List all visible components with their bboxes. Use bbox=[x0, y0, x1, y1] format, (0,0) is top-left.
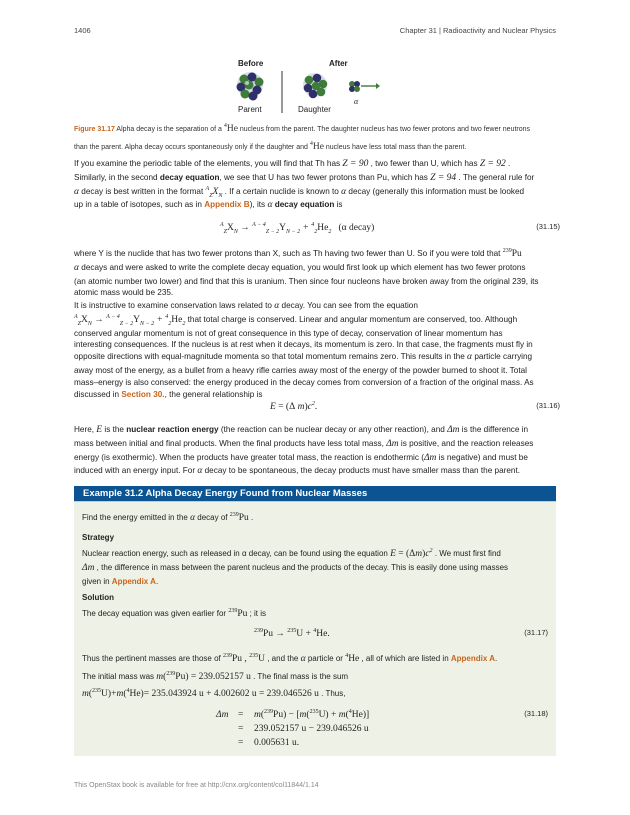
equation-number: (31.15) bbox=[536, 222, 560, 231]
chapter-title: Chapter 31 | Radioactivity and Nuclear Physics bbox=[399, 26, 556, 35]
strategy-text: Nuclear reaction energy, such as released in α decay, can be found using the equation $E = (\Delta m)c^2$ . We must first find Δm , the difference in mass between the parent nucleus and the products of the decay. This is easily done using masses given in Appendix A. bbox=[82, 547, 509, 586]
paragraph-reaction-energy: Here, E is the nuclear reaction energy (the reaction can be nuclear decay or any other reaction), and Δm is the difference in mass between initial and final products. When the final products have less total mass, Δm is positive, and the reaction releases energy (is exothermic). When the products have greater total mass, the reaction is endothermic (Δm is negative) and must be induced with an energy input. For α decay to be spontaneous, the decay products must have smaller mass than the parent. bbox=[74, 425, 534, 477]
alpha-decay-figure bbox=[230, 58, 380, 118]
equation-number: (31.18) bbox=[524, 709, 548, 718]
pertinent-masses-text: Thus the pertinent masses are those of $^{239}$Pu , $^{235}$U , and the α particle or $^4$He , all of which are listed in Appendix A. bbox=[82, 652, 498, 664]
parent-label: Parent bbox=[238, 105, 262, 114]
appendix-a-link-2[interactable]: Appendix A bbox=[450, 654, 496, 663]
final-mass-text: m($^{235}$U)+m($^4$He)= 235.043924 u + 4.002602 u = 239.046526 u . Thus, bbox=[82, 687, 346, 699]
equation-number: (31.16) bbox=[536, 401, 560, 410]
page-number: 1406 bbox=[74, 26, 91, 35]
solution-heading: Solution bbox=[82, 593, 114, 602]
equation-31-16: E = (Δ $m)c^2$. (31.16) bbox=[270, 400, 560, 412]
strategy-heading: Strategy bbox=[82, 533, 115, 542]
solution-text: The decay equation was given earlier for $^{239}$Pu ; it is bbox=[82, 607, 267, 619]
paragraph-conservation: It is instructive to examine conservation laws related to α decay. You can see from the equation $^A_ZX_N \to ^{A - 4}_{Z - 2}Y_{N - 2} + ^4_2He_2$ that total charge is conserved. Linear and angular momentum are conserved, too. Although conserved angular momentum is not of great consequence in this type of decay, conservation of linear momentum has interesting consequences. If the nucleus is at rest when it decays, its momentum is zero. In that case, the fragments must fly in opposite directions with equal-magnitude momenta so that total momentum remains zero. This results in the α particle carrying away most of the energy, as a bullet from a heavy rifle carries away most of the energy of the powder burned to shoot it. Total mass–energy is also conserved: the energy produced in the decay comes from conversion of a fraction of the original mass. As discussed in Section 30., the general relationship is bbox=[74, 301, 534, 399]
figure-caption: Figure 31.17 Alpha decay is the separation of a $^4$He nucleus from the parent. The daughter nucleus has two fewer protons and two fewer neutrons than the parent. Alpha decay occurs spontaneously only if the daughter and $^4$He nucleus have less total mass than the parent. bbox=[74, 122, 531, 153]
daughter-label: Daughter bbox=[298, 105, 331, 114]
page-footer: This OpenStax book is available for free at http://cnx.org/content/col11844/1.14 bbox=[74, 782, 319, 789]
equation-number: (31.17) bbox=[524, 628, 548, 637]
example-title-bar: Example 31.2 Alpha Decay Energy Found from Nuclear Masses bbox=[74, 486, 556, 501]
alpha-label: α bbox=[354, 97, 359, 106]
example-intro: Find the energy emitted in the α decay of $^{239}$Pu . bbox=[82, 511, 254, 523]
daughter-nucleus bbox=[303, 73, 327, 98]
initial-mass-text: The initial mass was m($^{239}$Pu) = 239.052157 u . The final mass is the sum bbox=[82, 670, 349, 682]
before-label: Before bbox=[238, 59, 264, 68]
appendix-a-link[interactable]: Appendix A bbox=[111, 576, 156, 586]
equation-31-17: $^{239}$Pu → $^{235}$U + $^4$He. (31.17) bbox=[254, 627, 548, 639]
paragraph-periodic-table: If you examine the periodic table of the elements, you will find that Th has Z = 90 , two fewer than U, which has Z = 92 . Similarly, in the second decay equation, we see that U has two fewer protons than Pu, which has Z = 94 . The general rule for α decay is best written in the format $^A_ZX_N$ . If a certain nuclide is known to α decay (generally this information must be looked up in a table of isotopes, such as in Appendix B), its α decay equation is bbox=[74, 159, 535, 211]
equation-31-18: Δm = m($^{239}$Pu) − [m($^{235}$U) + m($^4$He)] = 239.052157 u − 239.046526 u = 0.005631 u. (31.18) bbox=[216, 708, 548, 748]
equation-31-15: $^A_ZX_N \to ^{A - 4}_{Z - 2}Y_{N - 2} + ^4_2He_2$ (α decay) (31.15) bbox=[220, 221, 560, 235]
after-label: After bbox=[329, 59, 348, 68]
parent-nucleus bbox=[237, 72, 264, 101]
section-30-link[interactable]: Section 30. bbox=[121, 389, 165, 399]
paragraph-decay-example: where Y is the nuclide that has two fewer protons than X, such as Th having two fewer than U. So if you were told that $^{239}$Pu α decays and were asked to write the complete decay equation, you would first look up which element has two fewer protons (an atomic number two lower) and find that this is uranium. Then since four nucleons have broken away from the original 239, its atomic mass would be 235. bbox=[74, 247, 539, 298]
appendix-b-link[interactable]: Appendix B bbox=[204, 200, 250, 210]
alpha-particle bbox=[349, 81, 380, 92]
example-box bbox=[74, 501, 556, 756]
